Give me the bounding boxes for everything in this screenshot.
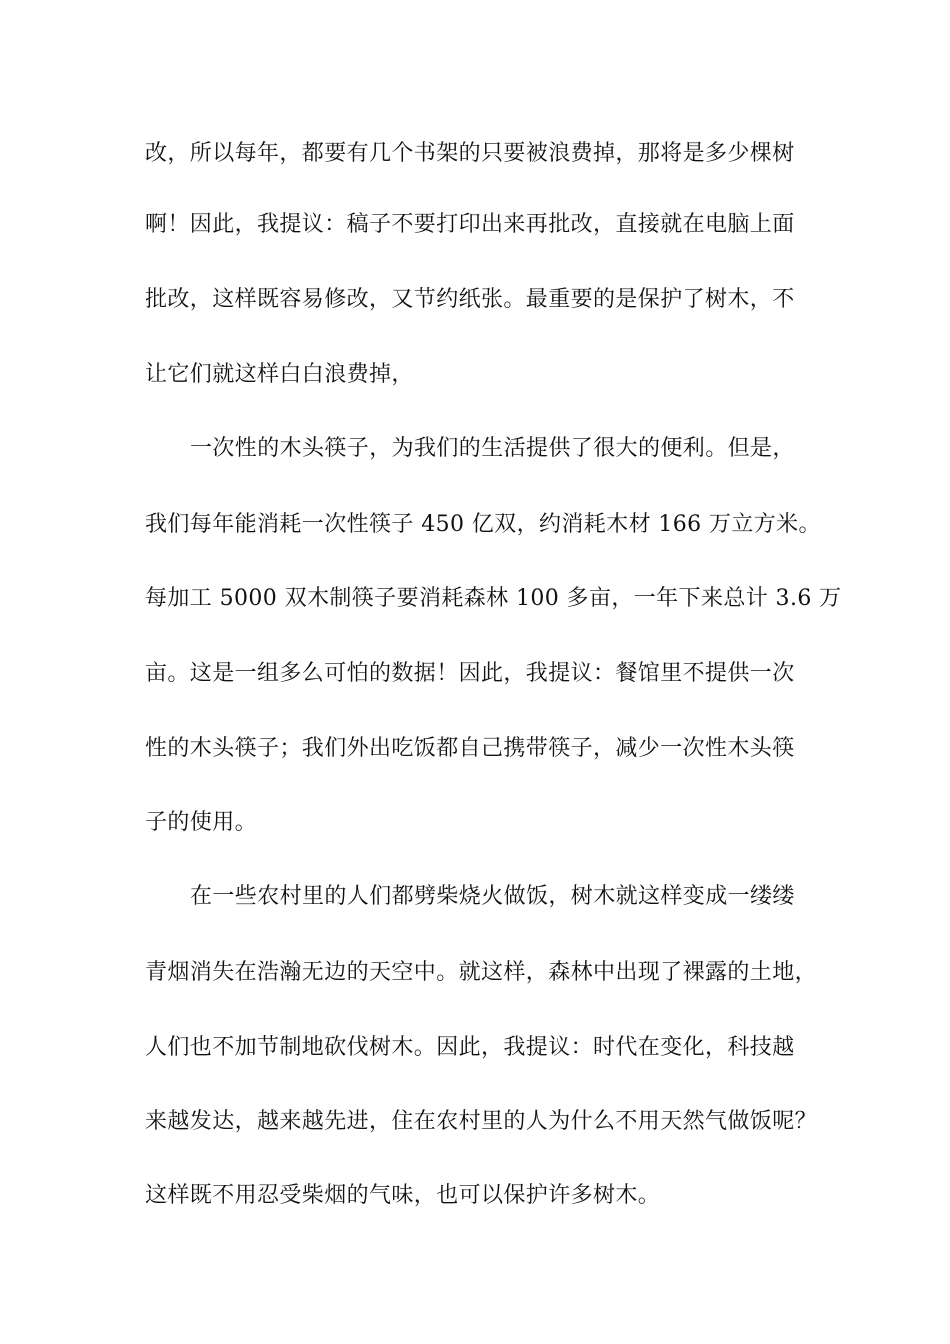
paragraph-line: 子的使用。 [145, 810, 258, 835]
paragraph-line: 让它们就这样白白浪费掉， [145, 362, 414, 387]
paragraph-line: 改，所以每年，都要有几个书架的只要被浪费掉，那将是多少棵树 [145, 141, 795, 166]
paragraph-line: 性的木头筷子；我们外出吃饭都自己携带筷子，减少一次性木头筷 [145, 736, 795, 761]
paragraph-line: 啊！因此，我提议：稿子不要打印出来再批改，直接就在电脑上面 [145, 212, 795, 237]
paragraph-line: 我们每年能消耗一次性筷子 450 亿双，约消耗木材 166 万立方米。 [145, 512, 821, 537]
paragraph-line: 每加工 5000 双木制筷子要消耗森林 100 多亩，一年下来总计 3.6 万 [145, 586, 842, 611]
paragraph-line: 亩。这是一组多么可怕的数据！因此，我提议：餐馆里不提供一次 [145, 661, 795, 686]
paragraph-line: 人们也不加节制地砍伐树木。因此，我提议：时代在变化，科技越 [145, 1035, 795, 1060]
paragraph-line: 这样既不用忍受柴烟的气味，也可以保护许多树木。 [145, 1183, 661, 1208]
paragraph-line: 批改，这样既容易修改，又节约纸张。最重要的是保护了树木，不 [145, 287, 795, 312]
paragraph-line: 来越发达，越来越先进，住在农村里的人为什么不用天然气做饭呢？ [145, 1109, 818, 1134]
paragraph-first-line: 一次性的木头筷子，为我们的生活提供了很大的便利。但是， [190, 436, 795, 461]
paragraph-first-line: 在一些农村里的人们都劈柴烧火做饭，树木就这样变成一缕缕 [190, 884, 795, 909]
paragraph-line: 青烟消失在浩瀚无边的天空中。就这样，森林中出现了裸露的土地， [145, 960, 818, 985]
